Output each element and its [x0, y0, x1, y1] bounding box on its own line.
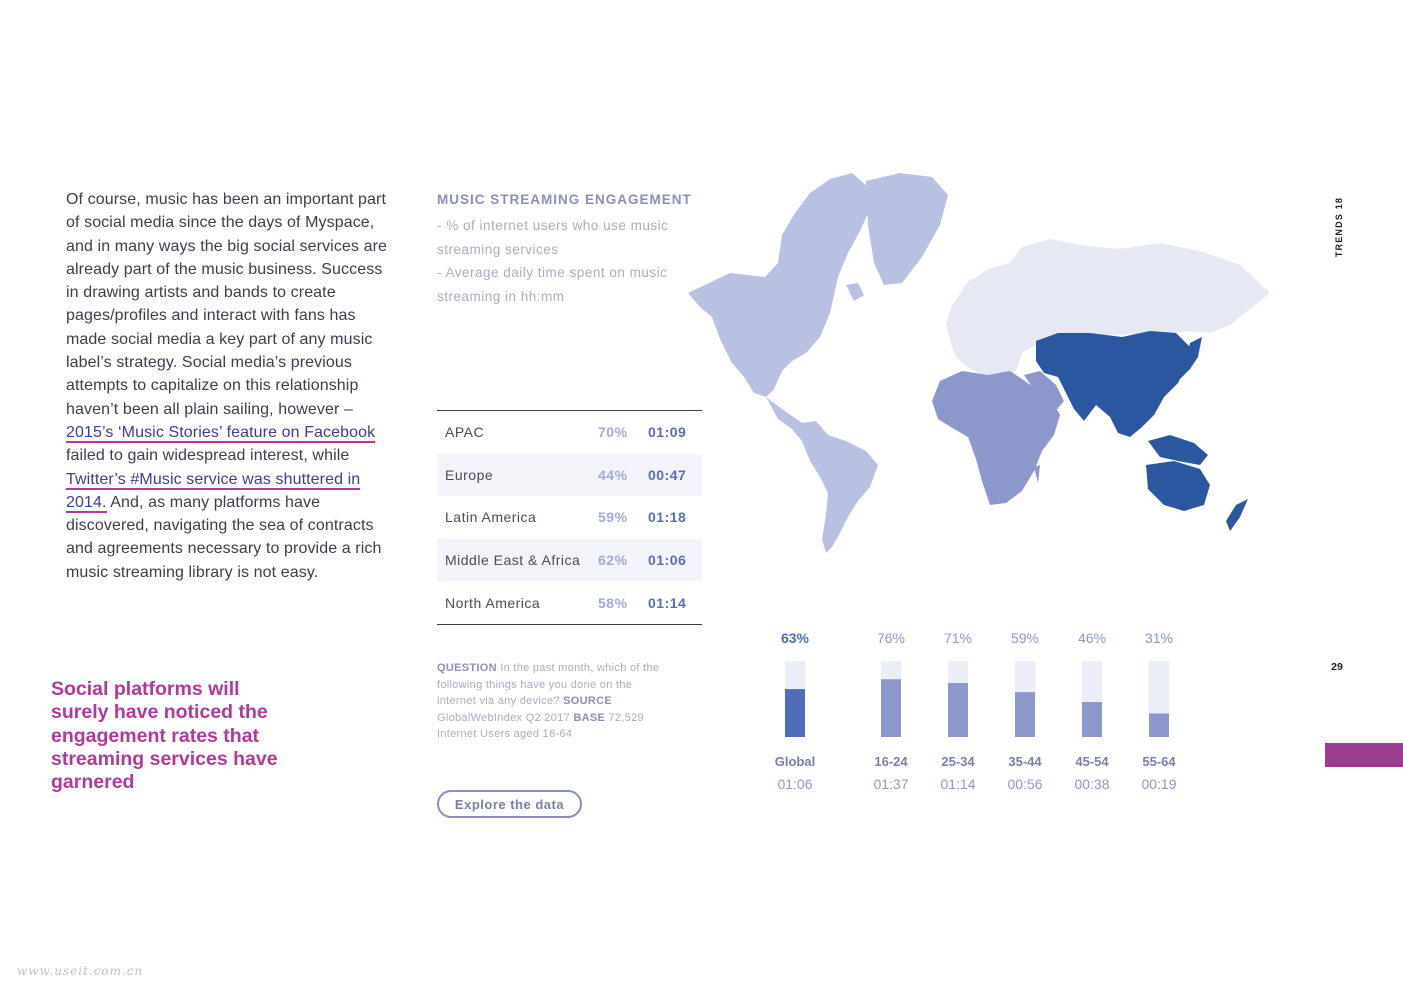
chart-subtitle-2: - Average daily time spent on music streaming in hh:mm [437, 265, 668, 304]
watermark: www.useit.com.cn [17, 964, 144, 978]
region-name: Europe [445, 466, 494, 483]
map-region-north-america [688, 173, 870, 397]
chart-subtitle-1: - % of internet users who use music streaming services [437, 218, 669, 257]
bar [1015, 692, 1035, 737]
question-label: QUESTION [437, 662, 497, 674]
page-number: 29 [1331, 661, 1343, 673]
pull-quote: Social platforms will surely have noticed the engagement rates that streaming services have garnered [51, 678, 278, 794]
bar-time-label: 00:56 [1007, 776, 1043, 792]
base-text: 72,529 Internet Users aged 16-64 [437, 711, 644, 740]
bar [1149, 713, 1169, 737]
region-pct: 62% [598, 552, 628, 569]
source-text: GlobalWebIndex Q2 2017 [437, 711, 574, 724]
bar-category-label: Global [774, 754, 816, 769]
region-row-middle-east-africa [437, 539, 702, 582]
map-region-latin-america [766, 397, 878, 553]
region-name: APAC [445, 424, 485, 441]
region-time: 00:47 [648, 466, 687, 483]
base-label: BASE [573, 711, 606, 724]
region-row-latin-america [437, 496, 702, 539]
article-body [66, 188, 396, 584]
article-text-2: failed to gain widespread interest, while [66, 447, 350, 465]
chart-title: MUSIC STREAMING ENGAGEMENT [437, 192, 692, 207]
region-time: 01:18 [648, 509, 687, 526]
chart-subtitle [437, 214, 677, 308]
accent-tab [1325, 743, 1403, 767]
bar-value-label: 31% [1144, 630, 1174, 646]
explore-data-button[interactable]: Explore the data [437, 790, 582, 818]
region-table [437, 410, 702, 625]
bar-category-label: 45-54 [1075, 754, 1109, 769]
bar-time-label: 00:38 [1074, 776, 1110, 792]
bar-category-label: 25-34 [941, 754, 975, 769]
bar-time-label: 01:37 [873, 776, 909, 792]
bar-value-label: 76% [876, 630, 906, 646]
bar-time-label: 01:06 [777, 776, 813, 792]
question-text: In the past month, which of the following things have you done on the internet via any device? [437, 662, 660, 707]
region-row-europe [437, 454, 702, 497]
region-pct: 70% [598, 424, 628, 441]
bar-value-label: 63% [780, 630, 810, 646]
map-region-middle-east-africa [932, 371, 1064, 505]
bar-time-label: 01:14 [940, 776, 976, 792]
region-time: 01:14 [648, 594, 687, 611]
region-pct: 44% [598, 466, 628, 483]
article-text-3: And, as many platforms have discovered, navigating the sea of contracts and agreements necessary to provide a rich music streaming library is not easy. [66, 493, 382, 581]
section-label [1332, 196, 1346, 262]
section-label-text: TRENDS 18 [1334, 196, 1344, 258]
bar-value-label: 46% [1077, 630, 1107, 646]
map-region-greenland [866, 173, 948, 285]
bar-category-label: 16-24 [874, 754, 908, 769]
region-name: North America [445, 594, 541, 611]
question-source-note [437, 660, 662, 743]
article-text-1: Of course, music has been an important part of social media since the days of Myspace, and in many ways the big social services are already part of the music business. Success in drawing artists and bands to create pages/profiles and interact with fans has made social media a key part of any music label’s strategy. Social media’s previous attempts to capitalize on this relationship haven’t been all plain sailing, however – [66, 191, 387, 418]
world-map [670, 165, 1280, 565]
region-row-apac [437, 411, 702, 454]
bar-value-label: 71% [943, 630, 973, 646]
map-region-apac [1036, 331, 1248, 531]
source-label: SOURCE [563, 695, 613, 707]
region-name: Middle East & Africa [445, 552, 581, 569]
region-time: 01:06 [648, 552, 687, 569]
twitter-music-link[interactable]: Twitter’s #Music service was shuttered in 2014. [66, 470, 361, 511]
bar [785, 689, 805, 737]
region-time: 01:09 [648, 424, 687, 441]
bar-category-label: 35-44 [1008, 754, 1042, 769]
region-pct: 58% [598, 594, 628, 611]
bar-category-label: 55-64 [1142, 754, 1176, 769]
region-row-north-america [437, 581, 702, 624]
bar [948, 683, 968, 737]
bar-time-label: 00:19 [1141, 776, 1177, 792]
facebook-music-stories-link[interactable]: 2015’s ‘Music Stories’ feature on Facebook [66, 423, 376, 441]
age-bar-chart [740, 620, 1200, 800]
bar-value-label: 59% [1010, 630, 1040, 646]
region-name: Latin America [445, 509, 537, 526]
bar [1082, 702, 1102, 737]
region-pct: 59% [598, 509, 628, 526]
bar [881, 679, 901, 737]
